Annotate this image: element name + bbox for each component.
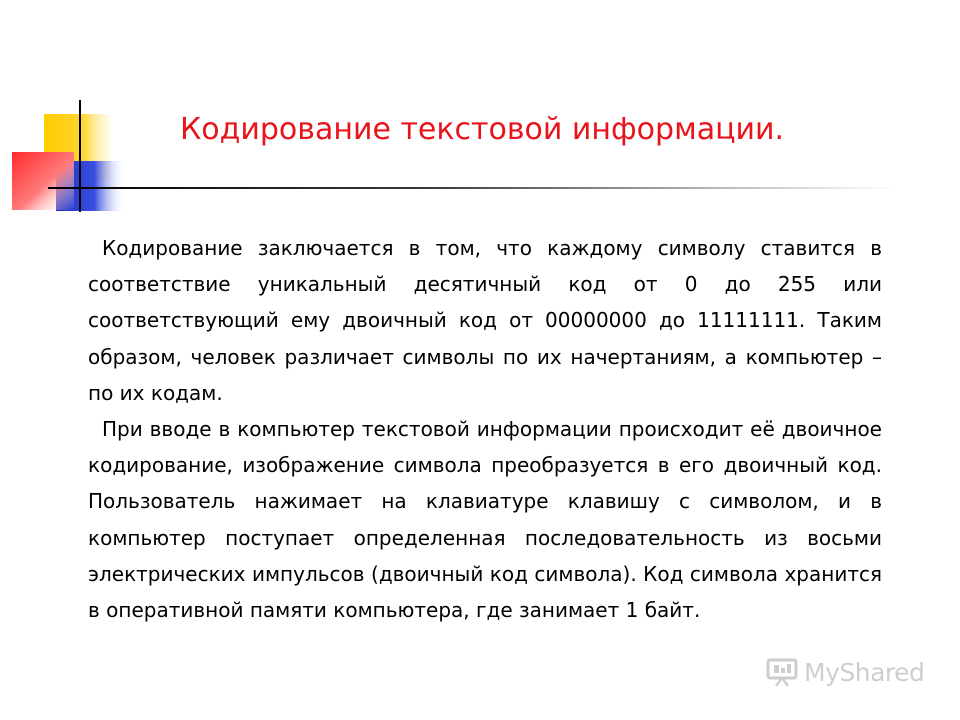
presentation-board-icon: [766, 657, 798, 687]
title-underline: [48, 187, 898, 189]
red-square: [12, 152, 74, 210]
slide-body: [88, 230, 882, 628]
paragraph-2: При вводе в компьютер текстовой информации происходит её двоичное кодирование, изображение символа преобразуется в его двоичный код. Пользователь нажимает на клавиатуре клавишу с символом, и в компьютер поступает определенная последовательность из восьми электрических импульсов (двоичный код символа). Код символа хранится в оперативной памяти компьютера, где занимает 1 байт.: [88, 417, 882, 623]
slide-title: Кодирование текстовой информации.: [180, 112, 785, 147]
decorative-squares: [0, 0, 180, 240]
watermark-text: MyShared: [804, 657, 925, 687]
watermark: [766, 657, 924, 687]
paragraph-1: Кодирование заключается в том, что каждому символу ставится в соответствие уникальный десятичный код от 0 до 255 или соответствующий ему двоичный код от 00000000 до 11111111. Таким образом, человек различает символы по их начертаниям, а компьютер – по их кодам.: [88, 236, 882, 405]
